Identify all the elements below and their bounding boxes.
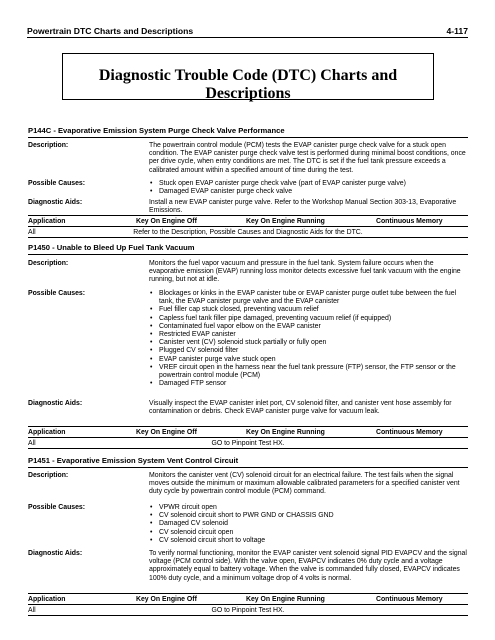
- col-koer: Key On Engine Running: [246, 595, 325, 603]
- cause-item: • Stuck open EVAP canister purge check valve (part of EVAP canister purge valve): [149, 180, 467, 188]
- possible-causes-label: Possible Causes:: [28, 504, 86, 511]
- col-koeo: Key On Engine Off: [136, 217, 197, 225]
- application-header-row: [28, 215, 468, 227]
- col-koer: Key On Engine Running: [246, 217, 325, 225]
- cause-item: • VPWR circuit open: [149, 504, 467, 512]
- diagnostic-aids-text: To verify normal functioning, monitor the EVAP canister vent solenoid signal PID EVAPCV and the signal voltage (PCM control side). With the valve open, EVAPCV indicates 0% duty cycle and a voltage approximately equal to battery voltage. When the valve is commanded fully closed, EVAPCV indicates 100% duty cycle, and a minimum voltage drop of 4 volts is normal.: [149, 550, 467, 582]
- cause-item: • CV solenoid circuit short to PWR GND or CHASSIS GND: [149, 512, 467, 520]
- application-value: GO to Pinpoint Test HX.: [211, 606, 285, 614]
- cause-item: • Fuel filler cap stuck closed, preventing vacuum relief: [149, 306, 467, 314]
- col-application: Application: [28, 595, 66, 603]
- diagnostic-aids-text: Visually inspect the EVAP canister inlet port, CV solenoid filter, and canister vent hose assembly for contamination or debris. Check EVAP canister purge valve for vacuum leak.: [149, 400, 452, 416]
- application-all: All: [28, 439, 36, 447]
- cause-item: • Restricted EVAP canister: [149, 331, 467, 339]
- cause-item: • Capless fuel tank filler pipe damaged, preventing vacuum relief (if equipped): [149, 315, 467, 323]
- diagnostic-aids-text: Install a new EVAP canister purge valve. Refer to the Workshop Manual Section 303-13, Evaporative Emissions.: [149, 199, 457, 215]
- application-value: Refer to the Description, Possible Causes and Diagnostic Aids for the DTC.: [133, 228, 363, 236]
- description-text: Monitors the canister vent (CV) solenoid circuit for an electrical failure. The test fails when the signal moves outside the minimum or maximum allowable calibrated parameters for a specified canister vent duty cycle by powertrain control module (PCM) command.: [149, 472, 460, 496]
- cause-item: • CV solenoid circuit short to voltage: [149, 537, 467, 545]
- possible-causes-list: [149, 504, 467, 545]
- cause-item: • Damaged CV solenoid: [149, 520, 467, 528]
- col-application: Application: [28, 428, 66, 436]
- section-title-p144c: P144C - Evaporative Emission System Purge Check Valve Performance: [28, 126, 285, 135]
- description-label: Description:: [28, 472, 69, 479]
- section-rule: [28, 254, 468, 255]
- cause-item: • VREF circuit open in the harness near the fuel tank pressure (FTP) sensor, the FTP sensor or the powertrain control module (PCM): [149, 364, 467, 380]
- diagnostic-aids-label: Diagnostic Aids:: [28, 550, 83, 557]
- page-number: 4-117: [446, 26, 468, 36]
- section-rule: [28, 467, 468, 468]
- section-title-p1450: P1450 - Unable to Bleed Up Fuel Tank Vacuum: [28, 243, 195, 252]
- description-label: Description:: [28, 142, 69, 149]
- diagnostic-aids-label: Diagnostic Aids:: [28, 199, 83, 206]
- cause-item: • Damaged EVAP canister purge check valve: [149, 188, 467, 196]
- col-continuous-memory: Continuous Memory: [376, 217, 443, 225]
- application-table: [28, 215, 468, 238]
- section-title-p1451: P1451 - Evaporative Emission System Vent Control Circuit: [28, 456, 239, 465]
- col-continuous-memory: Continuous Memory: [376, 428, 443, 436]
- cause-item: • Canister vent (CV) solenoid stuck partially or fully open: [149, 339, 467, 347]
- col-koeo: Key On Engine Off: [136, 428, 197, 436]
- application-all: All: [28, 228, 36, 236]
- col-continuous-memory: Continuous Memory: [376, 595, 443, 603]
- possible-causes-list: [149, 290, 467, 388]
- description-text: Monitors the fuel vapor vacuum and pressure in the fuel tank. System failure occurs when the evaporative emission (EVAP) running loss monitor detects excessive fuel tank vacuum with the engine running, but not at idle.: [149, 260, 461, 284]
- cause-item: • Plugged CV solenoid filter: [149, 347, 467, 355]
- cause-item: • EVAP canister purge valve stuck open: [149, 356, 467, 364]
- application-row: [28, 227, 468, 238]
- title-box: [62, 53, 434, 100]
- col-koeo: Key On Engine Off: [136, 595, 197, 603]
- col-application: Application: [28, 217, 66, 225]
- section-rule: [28, 137, 468, 138]
- page-title: Diagnostic Trouble Code (DTC) Charts and Descriptions: [98, 67, 398, 102]
- header-rule: [27, 37, 468, 38]
- possible-causes-label: Possible Causes:: [28, 290, 86, 297]
- application-header-row: [28, 593, 468, 605]
- cause-item: • Damaged FTP sensor: [149, 380, 467, 388]
- application-value: GO to Pinpoint Test HX.: [211, 439, 285, 447]
- application-header-row: [28, 426, 468, 438]
- cause-item: • Blockages or kinks in the EVAP canister tube or EVAP canister purge outlet tube between the fuel tank, the EVAP canister purge valve and the EVAP canister: [149, 290, 467, 306]
- possible-causes-label: Possible Causes:: [28, 180, 86, 187]
- application-row: [28, 605, 468, 616]
- cause-item: • Contaminated fuel vapor elbow on the EVAP canister: [149, 323, 467, 331]
- application-all: All: [28, 606, 36, 614]
- diagnostic-aids-label: Diagnostic Aids:: [28, 400, 83, 407]
- header-title: Powertrain DTC Charts and Descriptions: [27, 26, 194, 36]
- description-text: The powertrain control module (PCM) tests the EVAP canister purge check valve for a stuck open condition. The EVAP canister purge check valve test is performed during minimal boost conditions, once per drive cycle, when entry conditions are met. The DTC is set if the fuel tank pressure exceeds a calibrated amount within a specified amount of time during the test.: [149, 142, 466, 174]
- description-label: Description:: [28, 260, 69, 267]
- possible-causes-list: [149, 180, 467, 196]
- application-table: [28, 593, 468, 616]
- cause-item: • CV solenoid circuit open: [149, 529, 467, 537]
- col-koer: Key On Engine Running: [246, 428, 325, 436]
- application-table: [28, 426, 468, 449]
- application-row: [28, 438, 468, 449]
